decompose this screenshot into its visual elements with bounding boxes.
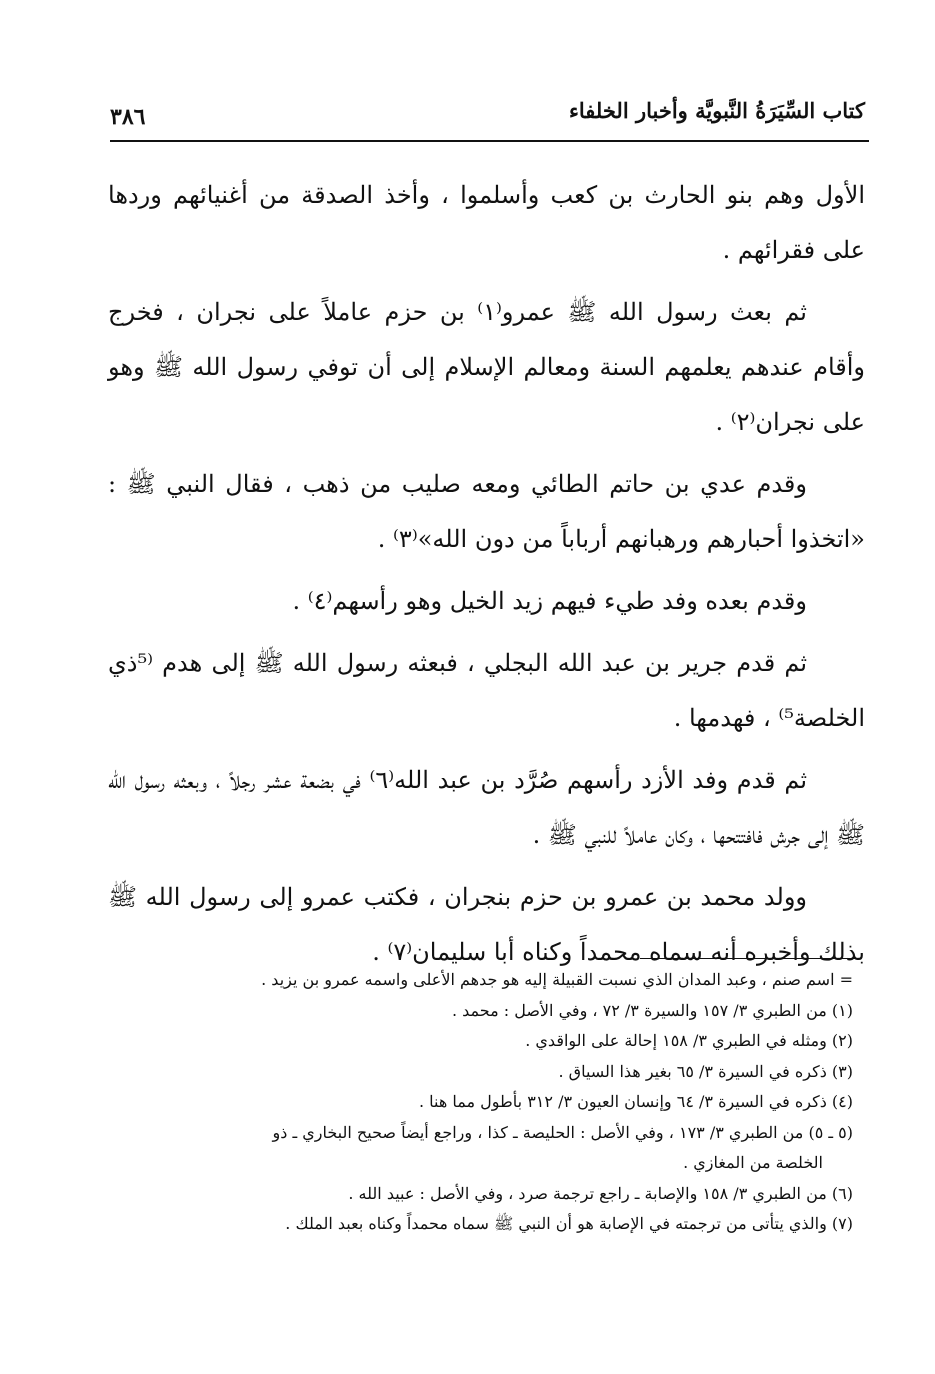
footnote: (٦) من الطبري ٣/ ١٥٨ والإصابة ـ راجع ترجمة صرد ، وفي الأصل : عبيد الله . (348, 1183, 853, 1203)
footnote: (١) من الطبري ٣/ ١٥٧ والسيرة ٣/ ٧٢ ، وفي الأصل : محمد . (451, 1000, 853, 1020)
paragraph: الأول وهم بنو الحارث بن كعب وأسلموا ، وأخذ الصدقة من أغنيائهم وردها على فقرائهم . (108, 181, 865, 264)
paragraph: وقدم عدي بن حاتم الطائي ومعه صليب من ذهب ، فقال النبي ﷺ : «اتخذوا أحبارهم ورهبانهم أرباباً من دون الله»⁽٣⁾ . (108, 470, 865, 553)
page-header (110, 92, 865, 132)
footnote: (٤) ذكره في السيرة ٣/ ٦٤ وإنسان العيون ٣/ ٣١٢ بأطول مما هنا . (418, 1092, 853, 1111)
footnote: (٣) ذكره في السيرة ٣/ ٦٥ بغير هذا السياق . (558, 1061, 853, 1081)
paragraph: وقدم بعده وفد طيء فيهم زيد الخيل وهو رأسهم⁽٤⁾ . (292, 587, 807, 615)
paragraph: ثم قدم جرير بن عبد الله البجلي ، فبعثه رسول الله ﷺ إلى هدم ⁽⁵ذي الخلصة⁵⁾ ، فهدمها . (108, 649, 865, 732)
footnote: (٧) والذي يتأتى من ترجمته في الإصابة هو أن النبي ﷺ سماه محمداً وكناه بعبد الملك . (285, 1214, 853, 1233)
footnotes (108, 965, 865, 1240)
paragraph: ثم قدم وفد الأزد رأسهم صُرَّد بن عبد الله⁽٦⁾ في بضعة عشر رجلاً ، وبعثه رسول الله ﷺ إلى جرش فافتتحها ، وكان عاملاً للنبي ﷺ . (108, 766, 865, 849)
body-text (108, 168, 865, 987)
header-rule (110, 140, 869, 142)
footnote-continuation: الخلصة من المغازي . (683, 1153, 823, 1172)
paragraph: وولد محمد بن عمرو بن حزم بنجران ، فكتب عمرو إلى رسول الله ﷺ بذلك وأخبره أنه سماه محمداً وكناه أبا سليمان⁽٧⁾ . (108, 883, 865, 966)
footnote: = اسم صنم ، وعبد المدان الذي نسبت القبيلة إليه هو جدهم الأعلى واسمه عمرو بن يزيد . (261, 970, 853, 989)
page-number: ٣٨٦ (110, 104, 146, 130)
footnote-rule (640, 958, 860, 959)
paragraph: ثم بعث رسول الله ﷺ عمرو⁽١⁾ بن حزم عاملاً على نجران ، فخرج وأقام عندهم يعلمهم السنة ومعالم الإسلام إلى أن توفي رسول الله ﷺ وهو على نجران⁽٢⁾ . (108, 298, 865, 436)
footnote: (٥ ـ ٥) من الطبري ٣/ ١٧٣ ، وفي الأصل : الحليصة ـ كذا ، وراجع أيضاً صحيح البخاري ـ ذو (272, 1122, 853, 1142)
running-title: كتاب السِّيَرَةُ النَّبويَّة وأخبار الخلفاء (569, 98, 865, 123)
footnote: (٢) ومثله في الطبري ٣/ ١٥٨ إحالة على الواقدي . (525, 1031, 853, 1050)
